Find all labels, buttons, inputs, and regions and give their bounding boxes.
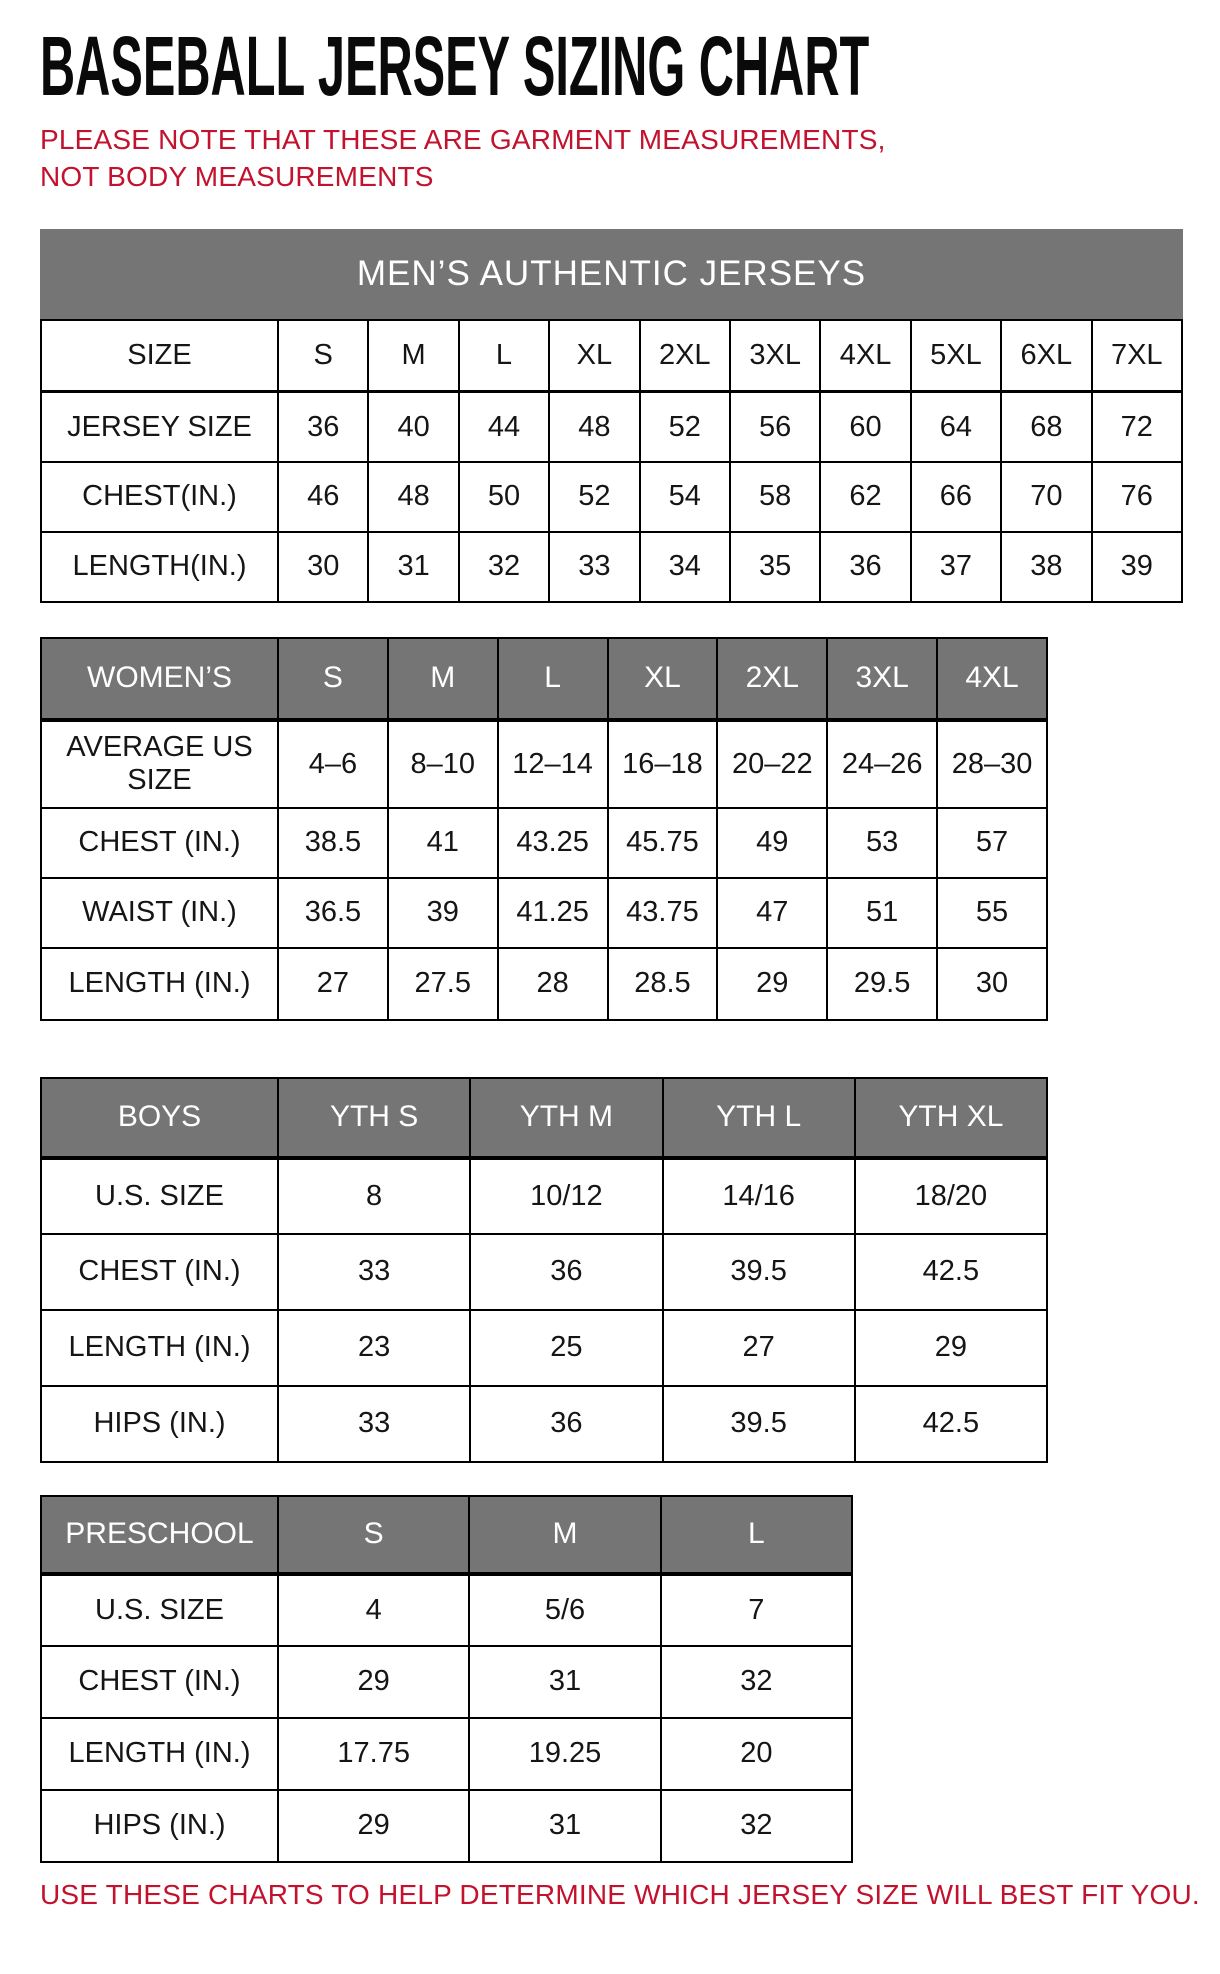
cell: 37 xyxy=(911,532,1001,602)
cell: 66 xyxy=(911,462,1001,532)
cell: 44 xyxy=(459,392,549,462)
womens-sizing-table xyxy=(40,637,1048,1021)
column-header: S xyxy=(278,638,388,720)
table-row xyxy=(41,532,1182,602)
column-header: 7XL xyxy=(1092,320,1182,392)
table-row xyxy=(41,1646,852,1718)
mens-sizing-table xyxy=(40,319,1183,603)
garment-measurements-note: PLEASE NOTE THAT THESE ARE GARMENT MEASUREMENTS, NOT BODY MEASUREMENTS xyxy=(40,124,886,192)
cell: 72 xyxy=(1092,392,1182,462)
cell: 14/16 xyxy=(663,1158,855,1234)
mens-table-section xyxy=(40,229,1190,603)
cell: 18/20 xyxy=(855,1158,1047,1234)
cell: 38 xyxy=(1001,532,1091,602)
table-label-header: PRESCHOOL xyxy=(41,1496,278,1574)
cell: 54 xyxy=(640,462,730,532)
table-label-header: BOYS xyxy=(41,1078,278,1158)
row-label: U.S. SIZE xyxy=(41,1574,278,1646)
table-row xyxy=(41,878,1047,948)
cell: 8 xyxy=(278,1158,470,1234)
cell: 17.75 xyxy=(278,1718,469,1790)
cell: 46 xyxy=(278,462,368,532)
row-label: CHEST (IN.) xyxy=(41,1234,278,1310)
cell: 4–6 xyxy=(278,720,388,808)
cell: 28.5 xyxy=(608,948,718,1020)
cell: 43.25 xyxy=(498,808,608,878)
cell: 20 xyxy=(661,1718,852,1790)
row-label: JERSEY SIZE xyxy=(41,392,278,462)
cell: 48 xyxy=(368,462,458,532)
column-header: 3XL xyxy=(827,638,937,720)
column-header: YTH L xyxy=(663,1078,855,1158)
cell: 36 xyxy=(278,392,368,462)
cell: 36 xyxy=(820,532,910,602)
column-header: L xyxy=(661,1496,852,1574)
cell: 31 xyxy=(469,1646,660,1718)
cell: 12–14 xyxy=(498,720,608,808)
table-row xyxy=(41,948,1047,1020)
cell: 39 xyxy=(1092,532,1182,602)
column-header: M xyxy=(388,638,498,720)
cell: 52 xyxy=(640,392,730,462)
cell: 48 xyxy=(549,392,639,462)
cell: 8–10 xyxy=(388,720,498,808)
table-row xyxy=(41,1790,852,1862)
column-header: L xyxy=(459,320,549,392)
cell: 76 xyxy=(1092,462,1182,532)
cell: 45.75 xyxy=(608,808,718,878)
column-header: YTH S xyxy=(278,1078,470,1158)
cell: 62 xyxy=(820,462,910,532)
cell: 39.5 xyxy=(663,1386,855,1462)
table-row xyxy=(41,1718,852,1790)
preschool-sizing-table xyxy=(40,1495,853,1863)
column-header: S xyxy=(278,320,368,392)
cell: 57 xyxy=(937,808,1047,878)
cell: 33 xyxy=(549,532,639,602)
column-header: 4XL xyxy=(937,638,1047,720)
row-label: CHEST (IN.) xyxy=(41,808,278,878)
row-label: U.S. SIZE xyxy=(41,1158,278,1234)
table-label-header: WOMEN’S xyxy=(41,638,278,720)
cell: 29 xyxy=(717,948,827,1020)
cell: 40 xyxy=(368,392,458,462)
table-row xyxy=(41,808,1047,878)
footer-text: USE THESE CHARTS TO HELP DETERMINE WHICH JERSEY SIZE WILL BEST FIT YOU. xyxy=(40,1878,1200,1910)
cell: 27 xyxy=(663,1310,855,1386)
cell: 36 xyxy=(470,1234,662,1310)
cell: 47 xyxy=(717,878,827,948)
cell: 52 xyxy=(549,462,639,532)
cell: 42.5 xyxy=(855,1386,1047,1462)
column-header: YTH M xyxy=(470,1078,662,1158)
cell: 29 xyxy=(278,1646,469,1718)
cell: 39.5 xyxy=(663,1234,855,1310)
row-label: HIPS (IN.) xyxy=(41,1386,278,1462)
row-label: LENGTH (IN.) xyxy=(41,1310,278,1386)
header-row xyxy=(41,638,1047,720)
cell: 51 xyxy=(827,878,937,948)
boys-sizing-table xyxy=(40,1077,1048,1463)
table-row xyxy=(41,1234,1047,1310)
cell: 19.25 xyxy=(469,1718,660,1790)
row-label: CHEST(IN.) xyxy=(41,462,278,532)
cell: 33 xyxy=(278,1386,470,1462)
cell: 20–22 xyxy=(717,720,827,808)
cell: 38.5 xyxy=(278,808,388,878)
cell: 24–26 xyxy=(827,720,937,808)
page-title: BASEBALL JERSEY SIZING CHART xyxy=(40,19,870,113)
cell: 56 xyxy=(730,392,820,462)
column-header: M xyxy=(368,320,458,392)
row-label: AVERAGE US SIZE xyxy=(41,720,278,808)
cell: 16–18 xyxy=(608,720,718,808)
row-label: LENGTH(IN.) xyxy=(41,532,278,602)
cell: 58 xyxy=(730,462,820,532)
cell: 27 xyxy=(278,948,388,1020)
row-label: LENGTH (IN.) xyxy=(41,948,278,1020)
row-label: LENGTH (IN.) xyxy=(41,1718,278,1790)
row-label: CHEST (IN.) xyxy=(41,1646,278,1718)
column-header: YTH XL xyxy=(855,1078,1047,1158)
cell: 34 xyxy=(640,532,730,602)
column-header: 5XL xyxy=(911,320,1001,392)
column-header: 4XL xyxy=(820,320,910,392)
cell: 4 xyxy=(278,1574,469,1646)
cell: 28–30 xyxy=(937,720,1047,808)
header-row xyxy=(41,1078,1047,1158)
cell: 60 xyxy=(820,392,910,462)
cell: 28 xyxy=(498,948,608,1020)
column-header: XL xyxy=(549,320,639,392)
cell: 30 xyxy=(937,948,1047,1020)
cell: 42.5 xyxy=(855,1234,1047,1310)
cell: 32 xyxy=(661,1790,852,1862)
cell: 25 xyxy=(470,1310,662,1386)
cell: 41 xyxy=(388,808,498,878)
cell: 23 xyxy=(278,1310,470,1386)
table-row xyxy=(41,1574,852,1646)
table-row xyxy=(41,1386,1047,1462)
cell: 5/6 xyxy=(469,1574,660,1646)
cell: 29 xyxy=(278,1790,469,1862)
row-label: HIPS (IN.) xyxy=(41,1790,278,1862)
column-header: 2XL xyxy=(640,320,730,392)
column-header: 3XL xyxy=(730,320,820,392)
column-header: 2XL xyxy=(717,638,827,720)
cell: 53 xyxy=(827,808,937,878)
cell: 29 xyxy=(855,1310,1047,1386)
cell: 35 xyxy=(730,532,820,602)
header-row xyxy=(41,1496,852,1574)
cell: 36.5 xyxy=(278,878,388,948)
cell: 33 xyxy=(278,1234,470,1310)
cell: 41.25 xyxy=(498,878,608,948)
cell: 31 xyxy=(368,532,458,602)
cell: 55 xyxy=(937,878,1047,948)
column-header: L xyxy=(498,638,608,720)
table-row xyxy=(41,392,1182,462)
header-row xyxy=(41,320,1182,392)
cell: 43.75 xyxy=(608,878,718,948)
table-row xyxy=(41,1158,1047,1234)
row-label: WAIST (IN.) xyxy=(41,878,278,948)
cell: 68 xyxy=(1001,392,1091,462)
cell: 32 xyxy=(661,1646,852,1718)
column-header: 6XL xyxy=(1001,320,1091,392)
cell: 64 xyxy=(911,392,1001,462)
column-header: XL xyxy=(608,638,718,720)
cell: 10/12 xyxy=(470,1158,662,1234)
cell: 36 xyxy=(470,1386,662,1462)
cell: 32 xyxy=(459,532,549,602)
table-row xyxy=(41,1310,1047,1386)
column-header: S xyxy=(278,1496,469,1574)
cell: 49 xyxy=(717,808,827,878)
table-row xyxy=(41,462,1182,532)
cell: 31 xyxy=(469,1790,660,1862)
column-header: M xyxy=(469,1496,660,1574)
cell: 27.5 xyxy=(388,948,498,1020)
cell: 29.5 xyxy=(827,948,937,1020)
mens-table-banner: MEN’S AUTHENTIC JERSEYS xyxy=(40,229,1183,319)
cell: 30 xyxy=(278,532,368,602)
table-row xyxy=(41,720,1047,808)
table-label-header: SIZE xyxy=(41,320,278,392)
cell: 39 xyxy=(388,878,498,948)
cell: 7 xyxy=(661,1574,852,1646)
cell: 50 xyxy=(459,462,549,532)
cell: 70 xyxy=(1001,462,1091,532)
